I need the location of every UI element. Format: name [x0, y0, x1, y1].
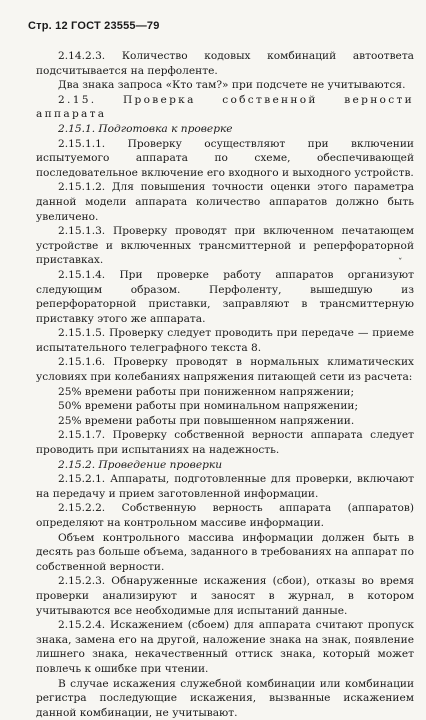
margin-mark: ˇ: [398, 258, 403, 268]
paragraph-2-15-1-4: 2.15.1.4. При проверке работу аппаратов организуют следующим образом. Перфоленту, вышедшую из реперфораторной приставки, заправляют в трансмиттерную приставку этого же аппарата.: [36, 268, 414, 325]
list-item-25-high: 25% времени работы при повышенном напряжении.: [58, 414, 355, 427]
paragraph-2-15-1-5: 2.15.1.5. Проверку следует проводить при передаче — приеме испытательного телеграфного текста 8.: [36, 327, 414, 354]
paragraph-2-14-2-3: 2.14.2.3. Количество кодовых комбинаций автоответа подсчитывается на перфоленте.: [36, 50, 414, 77]
page-header: Стр. 12 ГОСТ 23555—79: [28, 20, 160, 32]
subsection-heading-2-15-1: 2.15.1. Подготовка к проверке: [58, 122, 233, 135]
paragraph-2-15-1-1: 2.15.1.1. Проверку осуществляют при включении испытуемого аппарата по схеме, обеспечивающей последовательное включение его входного и выходного устройств.: [36, 137, 414, 179]
paragraph-2-15-1-6: 2.15.1.6. Проверку проводят в нормальных климатических условиях при колебаниях напряжения питающей сети из расчета:: [36, 356, 414, 384]
list-item-50-nominal: 50% времени работы при номинальном напряжении;: [58, 400, 359, 413]
paragraph-service-combination: В случае искажения служебной комбинации или комбинации регистра последующие искажения, вызванные искажением данной комбинации, не учитывают.: [36, 677, 414, 719]
paragraph-query-signs: Два знака запроса «Кто там?» при подсчете не учитываются.: [58, 79, 406, 92]
document-body: [36, 49, 414, 720]
paragraph-2-15-2-2: 2.15.2.2. Собственную верность аппарата (аппаратов) определяют на контрольном массиве информации.: [36, 502, 414, 529]
paragraph-2-15-2-1: 2.15.2.1. Аппараты, подготовленные для проверки, включают на передачу и прием заготовленной информации.: [36, 473, 414, 500]
list-item-25-low: 25% времени работы при пониженном напряжении;: [58, 385, 355, 398]
paragraph-2-15-1-3: 2.15.1.3. Проверку проводят при включенном печатающем устройстве и включенных трансмиттерной и реперфораторной приставках.: [36, 225, 414, 267]
subsection-heading-2-15-2: 2.15.2. Проведение проверки: [58, 458, 223, 471]
paragraph-control-array: Объем контрольного массива информации должен быть в десять раз больше объема, заданного в требованиях на аппарат по собственной верности.: [36, 531, 414, 573]
paragraph-2-15-2-3: 2.15.2.3. Обнаруженные искажения (сбои), отказы во время проверки анализируют и заносят в журнал, в котором учитываются все необходимые для испытаний данные.: [36, 575, 414, 617]
paragraph-2-15-1-2: 2.15.1.2. Для повышения точности оценки этого параметра данной модели аппарата количество аппаратов должно быть увеличено.: [36, 181, 414, 223]
paragraph-2-15-1-7: 2.15.1.7. Проверку собственной верности аппарата следует проводить при испытаниях на надежность.: [36, 429, 414, 457]
paragraph-2-15-2-4: 2.15.2.4. Искажением (сбоем) для аппарата считают пропуск знака, замена его на другой, наложение знака на знак, появление лишнего знака, некачественный оттиск знака, который может повлечь к ошибке при чтении.: [36, 619, 414, 675]
section-heading-2-15: 2.15. Проверка собственной верности аппарата: [36, 93, 414, 121]
